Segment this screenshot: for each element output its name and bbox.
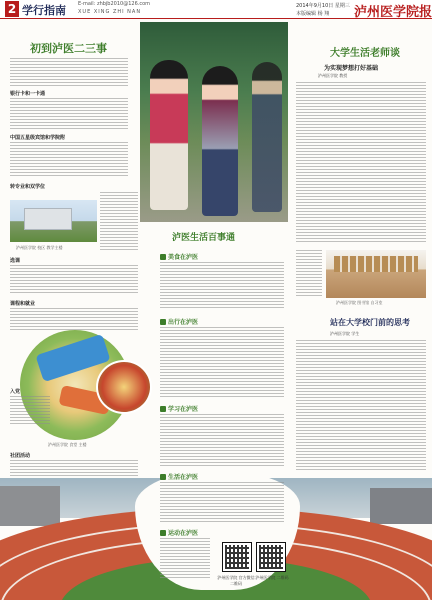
left-text-block	[10, 142, 128, 178]
left-subhead: 选课	[10, 258, 21, 264]
qr-code	[222, 542, 252, 572]
section-title: 学行指南	[22, 4, 66, 17]
library-caption: 泸州医学院 图书馆 自习室	[336, 300, 383, 305]
left-text-block	[10, 58, 128, 86]
photo-caption: 泸州医学院 校区 教学主楼	[16, 245, 63, 250]
section-email: E-mail: zhbjb2010@126.com	[78, 1, 151, 7]
center-text-block	[160, 262, 284, 310]
page-number: 2	[5, 1, 19, 17]
masthead	[0, 0, 432, 19]
left-subhead: 入党	[10, 389, 21, 395]
student-figure	[202, 66, 238, 216]
left-text-block	[10, 98, 128, 130]
qr-caption: 泸州医学院 二维码	[255, 575, 289, 580]
center-article-title: 泸医生活百事通	[172, 233, 236, 243]
center-section-tag: 美食在泸医	[160, 252, 198, 261]
page-editor: 本版编辑 杨 翔	[296, 11, 330, 17]
right-article-byline: 泸州医学院 教授	[318, 73, 348, 78]
library-photo	[326, 250, 426, 298]
left-article-title: 初到泸医二三事	[30, 42, 107, 55]
right-article-subtitle: 为实现梦想打好基础	[324, 65, 379, 72]
left-subhead: 社团活动	[10, 453, 31, 459]
right-article2-byline: 泸州医学院 学生	[330, 331, 360, 336]
left-text-block	[100, 192, 138, 252]
campus-building-photo	[10, 200, 97, 242]
center-section-tag: 学习在泸医	[160, 404, 198, 413]
center-text-block	[160, 482, 284, 522]
issue-date: 2014年9月10日 星期三	[296, 3, 350, 9]
center-section-tag: 生活在泸医	[160, 472, 198, 481]
right-text-block	[296, 340, 426, 472]
left-subhead: 转专业和双学位	[10, 184, 46, 190]
students-photo	[140, 22, 288, 222]
left-text-block	[10, 265, 138, 295]
left-subhead: 银行卡和一卡通	[10, 91, 46, 97]
student-figure	[252, 62, 282, 212]
left-text-block	[10, 396, 50, 426]
center-text-block	[160, 327, 284, 397]
right-text-block	[296, 250, 322, 298]
section-pinyin: XUE XING ZHI NAN	[78, 9, 142, 15]
qr-caption: 泸州医学院 官方微信二维码	[217, 575, 255, 586]
right-article-title: 大学生活老师谈	[330, 48, 400, 59]
center-section-tag: 出行在泸医	[160, 317, 198, 326]
food-photo	[96, 360, 152, 414]
center-text-block	[160, 538, 210, 578]
left-text-block	[10, 308, 138, 330]
qr-code	[256, 542, 286, 572]
center-section-tag: 运动在泸医	[160, 528, 198, 537]
right-text-block	[296, 82, 426, 244]
left-subhead: 中国五星级宾馆和学院附	[10, 135, 66, 141]
center-text-block	[160, 414, 284, 468]
canteen-caption: 泸州医学院 食堂 主楼	[48, 442, 87, 447]
right-article2-title: 站在大学校门前的思考	[330, 317, 410, 327]
paper-name: 泸州医学院报	[354, 5, 432, 20]
left-text-block	[10, 460, 138, 478]
student-figure	[150, 60, 188, 210]
left-subhead: 课程和就业	[10, 301, 36, 307]
